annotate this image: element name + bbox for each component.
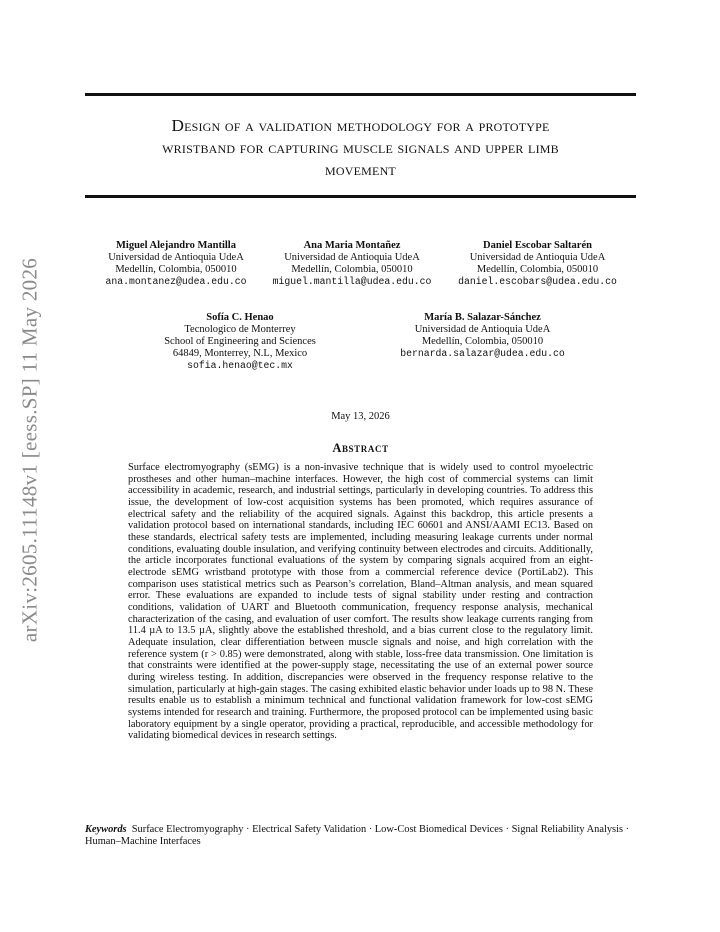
publication-date: May 13, 2026 (331, 411, 390, 422)
author-name: María B. Salazar-Sánchez (424, 312, 541, 323)
author-email[interactable]: daniel.escobars@udea.edu.co (458, 276, 617, 287)
author-affiliation: Tecnologico de Monterrey (184, 324, 296, 335)
author-name: Sofía C. Henao (206, 312, 274, 323)
arxiv-identifier (10, 245, 50, 655)
author-affiliation: Universidad de Antioquia UdeA (284, 252, 420, 263)
author-email[interactable]: ana.montanez@udea.edu.co (105, 276, 247, 287)
paper-title (85, 115, 636, 181)
author-email[interactable]: bernarda.salazar@udea.edu.co (400, 348, 565, 359)
author-affiliation: Medellín, Colombia, 050010 (421, 336, 544, 347)
keywords-list: Surface Electromyography · Electrical Safety Validation · Low-Cost Biomedical Devices · Signal Reliability Analysis · Human–Machine Interfaces (85, 824, 630, 847)
keywords-section (85, 824, 636, 848)
author-affiliation: Medellín, Colombia, 050010 (115, 264, 237, 275)
keywords-label: Keywords (85, 824, 127, 835)
author-block (385, 312, 580, 360)
author-affiliation: Universidad de Antioquia UdeA (414, 324, 551, 335)
author-block (145, 312, 335, 372)
author-block (440, 240, 635, 288)
author-block (87, 240, 265, 288)
author-name: Daniel Escobar Saltarén (483, 240, 592, 251)
author-affiliation: Medellín, Colombia, 050010 (476, 264, 599, 275)
title-line: movement (325, 160, 396, 179)
author-affiliation: School of Engineering and Sciences (164, 336, 316, 347)
title-top-rule (85, 93, 636, 96)
author-affiliation: Universidad de Antioquia UdeA (469, 252, 606, 263)
author-email[interactable]: sofia.henao@tec.mx (187, 360, 293, 371)
title-line: Design of a validation methodology for a prototype (171, 116, 550, 135)
abstract-text: Surface electromyography (sEMG) is a non-invasive technique that is widely used to control myoelectric prostheses and other human–machine interfaces. However, the high cost of commercial systems can limit accessibility in academic, research, and industrial settings, particularly in developing countries. To address this issue, the development of low-cost acquisition systems has been promoted, which requires assurance of electrical safety and the reliability of the acquired signals. Against this backdrop, this article presents a validation protocol based on international standards, including IEC 60601 and ANSI/AAMI EC13. Based on these standards, electrical safety tests are implemented, including measuring leakage currents under normal conditions, evaluating double insulation, and verifying continuity between electrodes and circuits. Additionally, the article incorporates functional evaluations of the system by comparing signals acquired from an eight-electrode sEMG wristband prototype with those from a commercial reference device (PortiLab2). This comparison uses statistical metrics such as Pearson’s correlation, Bland–Altman analysis, and mean squared error. These evaluations are expanded to include tests of signal stability under resting and contraction conditions, validation of UART and Bluetooth communication, frequency response analysis, mechanical characterization of the casing, and evaluation of user comfort. The results show leakage currents ranging from 11.4 µA to 13.5 µA, slightly above the established threshold, and a bias current close to the regulatory limit. Adequate insulation, clear differentiation between muscle signals and noise, and high correlation with the reference system (r > 0.85) were demonstrated, along with stable, loss-free data transmission. One limitation is that constraints were identified at the power-supply stage, necessitating the use of an external power source during wireless testing. In addition, discrepancies were observed in the frequency response relative to the simulation, particularly at high-gain stages. The casing exhibited elastic behavior under loads up to 98 N. These results enable us to establish a minimum technical and functional validation framework for low-cost sEMG systems intended for research and training. Furthermore, the proposed protocol can be implemented using basic laboratory equipment by a single operator, providing a practical, reproducible, and accessible methodology for validating biomedical devices in research settings. (128, 462, 593, 742)
title-bottom-rule (85, 195, 636, 198)
author-affiliation: Medellín, Colombia, 050010 (291, 264, 413, 275)
title-line: wristband for capturing muscle signals and upper limb (162, 138, 559, 157)
author-name: Ana Maria Montañez (303, 240, 401, 251)
author-affiliation: Universidad de Antioquia UdeA (108, 252, 244, 263)
author-affiliation: 64849, Monterrey, N.L, Mexico (172, 348, 308, 359)
author-name: Miguel Alejandro Mantilla (116, 240, 236, 251)
abstract-heading: Abstract (332, 441, 389, 455)
arxiv-identifier-text: arXiv:2605.11148v1 [eess.SP] 11 May 2026 (17, 257, 42, 643)
author-email[interactable]: miguel.mantilla@udea.edu.co (272, 276, 432, 287)
author-block (263, 240, 441, 288)
